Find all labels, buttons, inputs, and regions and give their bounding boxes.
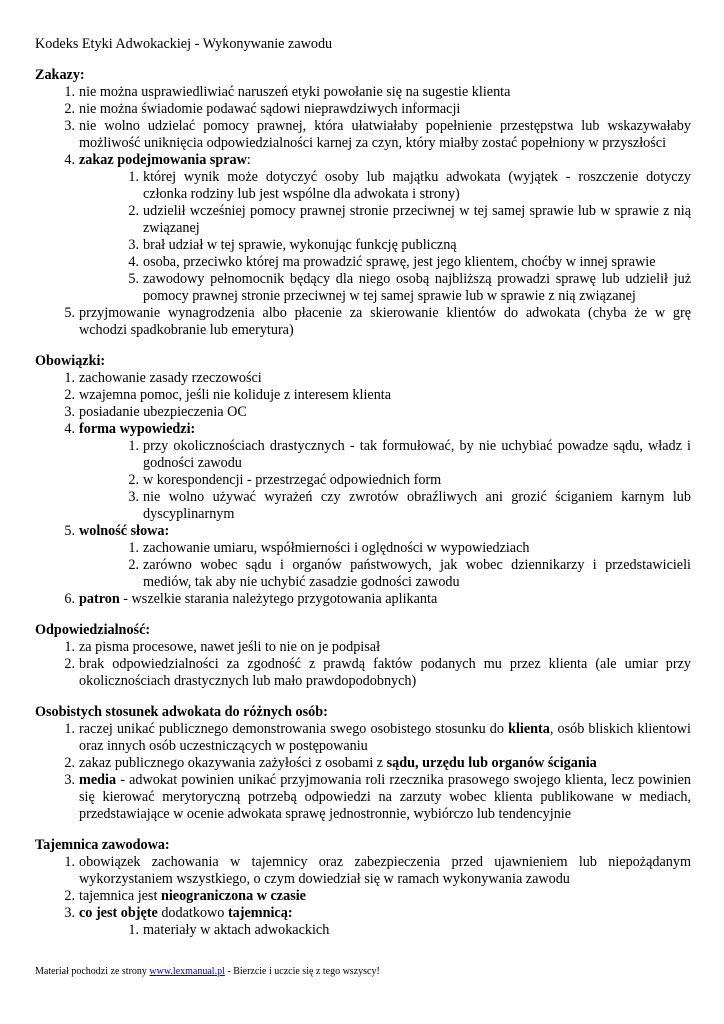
list-item: 2. brak odpowiedzialności za zgodność z prawdą faktów podanych mu przez klienta (ale umiar przy okolicznościach drastycznych lub mało prawdopodobnych) — [64, 656, 691, 689]
list-item: 1. nie można usprawiedliwiać naruszeń etyki powołanie się na sugestie klienta — [64, 84, 511, 100]
section-obowiazki — [35, 353, 691, 608]
section-zakazy — [35, 67, 691, 339]
list — [35, 721, 691, 823]
list-item: 3. nie wolno udzielać pomocy prawnej, która ułatwiałaby popełnienie przestępstwa lub wskazywałaby możliwość uniknięcia odpowiedzialności karnej za czyn, który miałby zostać popełniony w przyszłości — [64, 118, 691, 151]
list-item: 2. tajemnica jest nieograniczona w czasie — [64, 888, 306, 904]
sub-list-item: 4. osoba, przeciwko której ma prowadzić sprawę, jest jego klientem, choćby w innej sprawie — [128, 254, 656, 270]
sub-list-item: 2. zarówno wobec sądu i organów państwowych, jak wobec dziennikarzy i przedstawicieli mediów, tak aby nie uchybić zasadzie godności zawodu — [128, 557, 691, 590]
section-heading: Osobistych stosunek adwokata do różnych osób: — [35, 704, 328, 720]
document — [35, 36, 691, 939]
list-item: 2. zakaz publicznego okazywania zażyłości z osobami z sądu, urzędu lub organów ścigania — [64, 755, 597, 771]
list — [35, 84, 691, 339]
list-item: 3. posiadanie ubezpieczenia OC — [64, 404, 247, 420]
section-stosunek — [35, 704, 691, 823]
list-item: 4. forma wypowiedzi: 1. przy okolicznościach drastycznych - tak formułować, by nie uchybiać powadze sądu, władz i godności zawodu 2. w korespondencji - przestrzegać odpowiednich form 3. nie wolno używać wyrażeń czy zwrotów obraźliwych ani grozić ściganiem karnym lub dyscyplinarnym — [64, 421, 691, 522]
list-item: 6. patron - wszelkie starania należytego przygotowania aplikanta — [64, 591, 438, 607]
list-item: 3. co jest objęte dodatkowo tajemnicą: 1. materiały w aktach adwokackich — [35, 905, 691, 939]
footer-text: - Bierzcie i uczcie się z tego wszyscy! — [224, 966, 380, 977]
section-tajemnica — [35, 837, 691, 939]
sub-list — [79, 540, 691, 591]
list — [35, 854, 691, 939]
sub-list-item: 1. której wynik może dotyczyć osoby lub majątku adwokata (wyjątek - roszczenie dotyczy członka rodziny lub jest wspólne dla adwokata i strony) — [128, 169, 691, 202]
sub-list-item: 1. materiały w aktach adwokackich — [128, 922, 330, 938]
footer-text: Materiał pochodzi ze strony — [35, 966, 150, 977]
sub-list — [79, 438, 691, 523]
section-heading: Obowiązki: — [35, 353, 106, 369]
sub-list-item: 1. zachowanie umiaru, współmierności i oględności w wypowiedziach — [128, 540, 530, 556]
sub-list-item: 2. w korespondencji - przestrzegać odpowiednich form — [128, 472, 442, 488]
sub-list-item: 3. nie wolno używać wyrażeń czy zwrotów obraźliwych ani grozić ściganiem karnym lub dyscyplinarnym — [128, 489, 691, 522]
sub-list-item: 5. zawodowy pełnomocnik będący dla niego osobą najbliższą prowadzi sprawę lub udzielił już pomocy prawnej stronie przeciwnej w tej samej sprawie lub w sprawie z nią związanej — [128, 271, 691, 304]
list-item: 1. obowiązek zachowania w tajemnicy oraz zabezpieczenia przed ujawnieniem lub niepożądanym wykorzystaniem wszystkiego, o czym dowiedział się w ramach wykonywania zawodu — [64, 854, 691, 887]
section-odpowiedzialnosc — [35, 622, 691, 690]
list-item: 3. media - adwokat powinien unikać przyjmowania roli rzecznika prasowego swojego klienta, lecz powinien się kierować merytoryczną potrzebą odpowiedzi na zarzuty wobec klienta publikowane w mediach, przedstawiające w ocenie adwokata sprawę jednostronnie, wybiórczo lub tendencyjnie — [64, 772, 691, 822]
document-title: Kodeks Etyki Adwokackiej - Wykonywanie zawodu — [35, 36, 333, 52]
list-item: 5. wolność słowa: 1. zachowanie umiaru, współmierności i oględności w wypowiedziach 2. zarówno wobec sądu i organów państwowych, jak wobec dziennikarzy i przedstawicieli mediów, tak aby nie uchybić zasadzie godności zawodu — [64, 523, 691, 590]
section-heading: Odpowiedzialność: — [35, 622, 151, 638]
list-item: 1. zachowanie zasady rzeczowości — [64, 370, 262, 386]
list-item: 1. za pisma procesowe, nawet jeśli to nie on je podpisał — [64, 639, 381, 655]
section-heading: Zakazy: — [35, 67, 85, 83]
list — [35, 639, 691, 690]
sub-list-item: 3. brał udział w tej sprawie, wykonując funkcję publiczną — [128, 237, 457, 253]
list-item: 2. nie można świadomie podawać sądowi nieprawdziwych informacji — [64, 101, 461, 117]
page-footer — [35, 966, 380, 978]
sub-list — [79, 169, 691, 305]
list-item: 1. raczej unikać publicznego demonstrowania swego osobistego stosunku do klienta, osób bliskich klientowi oraz innych osób uczestniczących w postępowaniu — [64, 721, 691, 754]
footer-link[interactable]: www.lexmanual.pl — [149, 966, 225, 977]
list-item: 4. zakaz podejmowania spraw: 1. której wynik może dotyczyć osoby lub majątku adwokata (wyjątek - roszczenie dotyczy członka rodziny lub jest wspólne dla adwokata i strony) 2. udzielił wcześniej pomocy prawnej stronie przeciwnej w tej samej sprawie lub w sprawie z nią związanej 3. brał udział w tej sprawie, wykonując funkcję publiczną 4. osoba, przeciwko której ma prowadzić sprawę, jest jego klientem, choćby w innej sprawie 5. zawodowy pełnomocnik będący dla niego osobą najbliższą prowadzi sprawę lub udzielił już pomocy prawnej stronie przeciwnej w tej samej sprawie lub w sprawie z nią związanej — [64, 152, 691, 304]
list-item: 2. wzajemna pomoc, jeśli nie koliduje z interesem klienta — [64, 387, 392, 403]
sub-list-item: 2. udzielił wcześniej pomocy prawnej stronie przeciwnej w tej samej sprawie lub w sprawie z nią związanej — [128, 203, 691, 236]
sub-list-item: 1. przy okolicznościach drastycznych - tak formułować, by nie uchybiać powadze sądu, władz i godności zawodu — [128, 438, 691, 471]
section-heading: Tajemnica zawodowa: — [35, 837, 170, 853]
sub-list — [79, 922, 691, 939]
list — [35, 370, 691, 608]
list-item: 5. przyjmowanie wynagrodzenia albo płacenie za skierowanie klientów do adwokata (chyba że w grę wchodzi spadkobranie lub emerytura) — [64, 305, 691, 338]
